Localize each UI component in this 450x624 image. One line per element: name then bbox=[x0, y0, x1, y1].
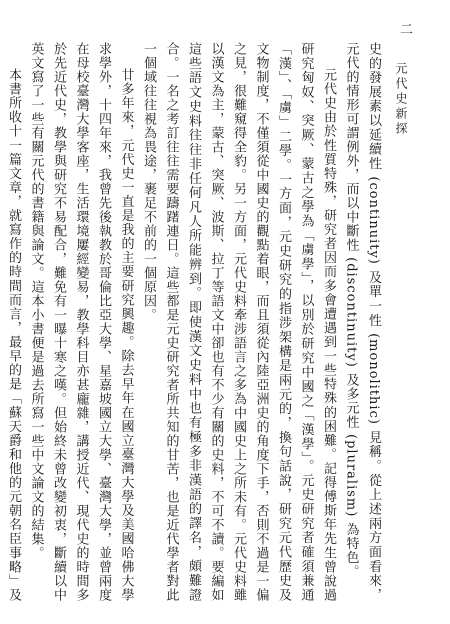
paragraph-text: 本書所收十一篇文章，就寫作的時間而言，最早的是「蘇天爵和他的元朝名臣事略」及 bbox=[6, 68, 21, 602]
running-title: 元代史新探 bbox=[394, 62, 408, 137]
paragraph bbox=[24, 42, 137, 602]
paragraph-text: 廿多年來，元代史一直是我的主要研究興趣。除去早年在國立臺灣大學及美國哈佛大學求學外，十四年來，我曾先後執教於哥倫比亞大學、星嘉坡國立大學、臺灣大學，並曾兩度在母校臺灣大學客座，生活環境屢經變易，教學科目亦甚龐雜，講授近代、現代史的時間多於先近代史，教學與研究不易配合，難免有一曝十寒之嘆。但始終未曾改變初衷，斷續以中英文寫了一些有關元代的書籍與論文。這本小書便是過去所寫一些中文論文的結集。 bbox=[28, 42, 134, 602]
paragraph-continued: 史的發展素以延續性 (continuity) 及單一性 (monolithic) 見稱。從上述兩方面看來，元代的情形可謂例外，而以中斷性 (discontinuity) 及多元性 (pluralism) 為特色。 bbox=[343, 42, 381, 602]
paragraph-text: 元代史由於性質特殊，研究者因而多會遭遇到一些特殊的困難。記得傅斯年先生曾說過研究匈奴、突厥、蒙古之學為「虜學」，以別於研究中國之「漢學」。元史研究者確須兼通「漢」、「虜」二學。一方面，元史研究的指涉架構是兩元的，換句話說，研究元代歷史及文物制度，不僅須從中國史的觀點着眼，而且須從內陸亞洲史的角度下手，否則不過是一偏之見，很難窺得全豹。另一方面，元代史料牽涉語言之多為中國史上之所未有。元代史料雖以漢文為主，蒙古、突厥、波斯、拉丁等語文中卻也有不少有關的史料，不可不讀。要編如這些語文史料往往非任何凡人所能辨到。即使漢文史料中也有極多非漢語的譯名，頗難證合。一名之考訂往往需要躊躇連日。這些都是元史研究者所共知的甘苦，也是近代學者對此一個域往往視為畏途，裹足不前的一個原因。 bbox=[141, 42, 336, 602]
body-text bbox=[6, 42, 384, 602]
page-number: 二 bbox=[397, 22, 412, 35]
paragraph bbox=[137, 42, 340, 602]
paragraph bbox=[0, 42, 24, 602]
